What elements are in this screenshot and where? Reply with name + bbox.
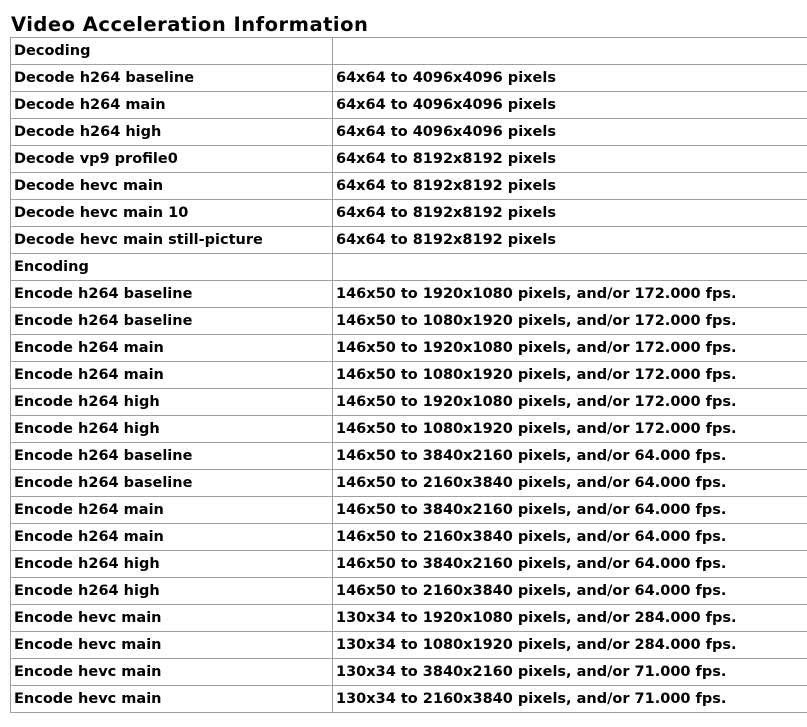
table-row [11,65,807,92]
feature-cell: Encode h264 high [11,551,333,578]
value-cell: 146x50 to 3840x2160 pixels, and/or 64.000 fps. [333,551,807,578]
table-row [11,416,807,443]
value-cell: 64x64 to 4096x4096 pixels [333,92,807,119]
value-cell: 64x64 to 8192x8192 pixels [333,227,807,254]
table-row [11,470,807,497]
table-row [11,605,807,632]
table-body [11,38,807,713]
feature-cell: Encode h264 high [11,578,333,605]
value-cell: 146x50 to 3840x2160 pixels, and/or 64.000 fps. [333,443,807,470]
feature-cell: Encoding [11,254,333,281]
feature-cell: Decode vp9 profile0 [11,146,333,173]
feature-cell: Encode h264 baseline [11,470,333,497]
feature-cell: Encode h264 high [11,389,333,416]
feature-cell: Encode h264 baseline [11,443,333,470]
table-row [11,389,807,416]
value-cell: 64x64 to 8192x8192 pixels [333,146,807,173]
value-cell: 146x50 to 1920x1080 pixels, and/or 172.000 fps. [333,389,807,416]
feature-cell: Encode hevc main [11,659,333,686]
feature-cell: Decoding [11,38,333,65]
feature-cell: Decode h264 main [11,92,333,119]
value-cell: 130x34 to 1920x1080 pixels, and/or 284.000 fps. [333,605,807,632]
value-cell: 146x50 to 1080x1920 pixels, and/or 172.000 fps. [333,362,807,389]
feature-cell: Decode h264 baseline [11,65,333,92]
feature-cell: Encode hevc main [11,686,333,713]
table-row [11,254,807,281]
value-cell: 146x50 to 1080x1920 pixels, and/or 172.000 fps. [333,416,807,443]
table-row [11,497,807,524]
feature-cell: Encode h264 main [11,524,333,551]
table-row [11,335,807,362]
value-cell: 146x50 to 3840x2160 pixels, and/or 64.000 fps. [333,497,807,524]
table-row [11,38,807,65]
feature-cell: Decode hevc main still-picture [11,227,333,254]
feature-cell: Decode hevc main 10 [11,200,333,227]
feature-cell: Encode h264 main [11,335,333,362]
table-row [11,227,807,254]
value-cell: 146x50 to 2160x3840 pixels, and/or 64.000 fps. [333,470,807,497]
feature-cell: Encode hevc main [11,605,333,632]
table-row [11,92,807,119]
table-row [11,362,807,389]
value-cell: 130x34 to 1080x1920 pixels, and/or 284.000 fps. [333,632,807,659]
feature-cell: Decode hevc main [11,173,333,200]
feature-cell: Encode h264 main [11,362,333,389]
table-row [11,686,807,713]
value-cell: 130x34 to 2160x3840 pixels, and/or 71.000 fps. [333,686,807,713]
value-cell: 64x64 to 4096x4096 pixels [333,65,807,92]
page-title: Video Acceleration Information [11,13,369,36]
table-row [11,146,807,173]
feature-cell: Decode h264 high [11,119,333,146]
feature-cell: Encode h264 baseline [11,281,333,308]
table-row [11,524,807,551]
value-cell: 146x50 to 2160x3840 pixels, and/or 64.000 fps. [333,578,807,605]
value-cell: 64x64 to 8192x8192 pixels [333,200,807,227]
table-row [11,632,807,659]
value-cell: 130x34 to 3840x2160 pixels, and/or 71.000 fps. [333,659,807,686]
value-cell: 146x50 to 1920x1080 pixels, and/or 172.000 fps. [333,335,807,362]
table-row [11,173,807,200]
table-row [11,119,807,146]
value-cell [333,254,807,281]
feature-cell: Encode hevc main [11,632,333,659]
table-row [11,578,807,605]
table-row [11,443,807,470]
table-row [11,308,807,335]
video-acceleration-table [10,37,807,713]
feature-cell: Encode h264 baseline [11,308,333,335]
value-cell: 146x50 to 1920x1080 pixels, and/or 172.000 fps. [333,281,807,308]
value-cell: 64x64 to 4096x4096 pixels [333,119,807,146]
table-row [11,659,807,686]
value-cell [333,38,807,65]
table-row [11,551,807,578]
value-cell: 146x50 to 1080x1920 pixels, and/or 172.000 fps. [333,308,807,335]
value-cell: 146x50 to 2160x3840 pixels, and/or 64.000 fps. [333,524,807,551]
feature-cell: Encode h264 high [11,416,333,443]
table-row [11,281,807,308]
value-cell: 64x64 to 8192x8192 pixels [333,173,807,200]
table-row [11,200,807,227]
feature-cell: Encode h264 main [11,497,333,524]
